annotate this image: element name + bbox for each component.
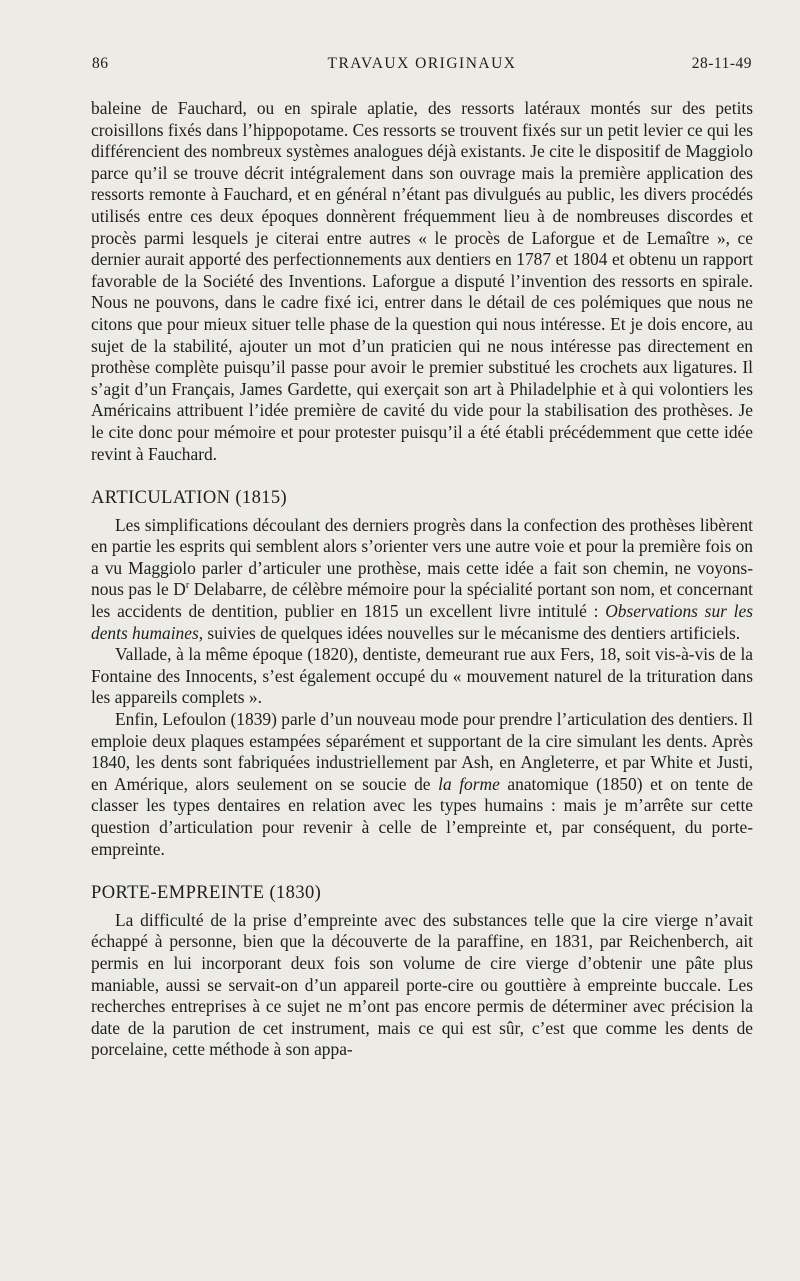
issue-date: 28-11-49: [691, 55, 752, 72]
page-number: 86: [92, 55, 109, 72]
paragraph-articulation-2: Vallade, à la même époque (1820), dentiste, demeurant rue aux Fers, 18, soit vis-à-vis de la Fontaine des Innocents, s’est également occupé du « mouvement naturel de la trituration dans les appareils complets ».: [91, 644, 753, 708]
article-body: [91, 98, 753, 1061]
paragraph-continued: baleine de Fauchard, ou en spirale aplatie, des ressorts latéraux montés sur des petits croisillons fixés dans l’hippopotame. Ces ressorts se trouvent fixés sur un petit levier ce qui les différencient des nombreux systèmes analogues déjà existants. Je cite le dispositif de Maggiolo parce qu’il se trouve décrit intégralement dans son ouvrage mais la première application des ressorts remonte à Fauchard, et en général n’étant pas divulgués au public, les divers procédés utilisés entre ces deux époques donnèrent fréquemment lieu à de nombreuses discordes et procès parmi lesquels je citerai entre autres « le procès de Laforgue et de Lemaître », ce dernier aurait apporté des perfectionnements aux dentiers en 1787 et 1804 et obtenu un rapport favorable de la Société des Inventions. Laforgue a disputé l’invention des ressorts en spirale. Nous ne pouvons, dans le cadre fixé ici, entrer dans le détail de ces polémiques que nous ne citons que pour mieux situer telle phase de la question qui nous intéresse. Et je dois encore, au sujet de la stabilité, ajouter un mot d’un praticien qui ne nous intéresse pas directement en prothèse complète puisqu’il passe pour avoir le premier substitué les crochets aux ligatures. Il s’agit d’un Français, James Gardette, qui exerçait son art à Philadelphie et à qui volontiers les Américains attribuent l’idée première de cavité du vide pour la stabilisation des prothèses. Je le cite donc pour mémoire et pour protester puisqu’il a été établi précédemment que cette idée revint à Fauchard.: [91, 98, 753, 464]
section-heading-porte-empreinte: PORTE-EMPREINTE (1830): [91, 883, 322, 904]
paragraph-articulation-1: Les simplifications découlant des derniers progrès dans la confection des prothèses libèrent en partie les esprits qui semblent alors s’orienter vers une autre voie et pour la première fois on a vu Maggiolo parler d’articuler une prothèse, mais cette idée a fait son chemin, ne voyons-nous pas le $D^r$ Delabarre, de célèbre mémoire pour la spécialité portant son nom, et concernant les accidents de dentition, publier en 1815 un excellent livre intitulé : Observations sur les dents humaines, suivies de quelques idées nouvelles sur le mécanisme des dentiers artificiels.: [91, 514, 753, 643]
running-header: [92, 55, 752, 77]
section-heading-articulation: ARTICULATION (1815): [91, 488, 288, 509]
running-title: TRAVAUX ORIGINAUX: [327, 55, 517, 72]
paragraph-articulation-3: Enfin, Lefoulon (1839) parle d’un nouveau mode pour prendre l’articulation des dentiers. Il emploie deux plaques estampées séparément et supportant de la cire simulant les dents. Après 1840, les dents sont fabriquées industriellement par Ash, en Angleterre, et par White et Justi, en Amérique, alors seulement on se soucie de la forme anatomique (1850) et on tente de classer les types dentaires en relation avec les types humains : mais je m’arrête sur cette question d’articulation pour revenir à celle de l’empreinte et, par conséquent, du porte-empreinte.: [91, 709, 754, 859]
paragraph-porte-empreinte-1: La difficulté de la prise d’empreinte avec des substances telle que la cire vierge n’avait échappé à personne, bien que la découverte de la paraffine, en 1831, par Reichenberch, ait permis en lui incorporant deux fois son volume de cire vierge d’obtenir une pâte plus maniable, aussi se servait-on d’un appareil porte-cire ou gouttière à empreinte buccale. Les recherches entreprises à ce sujet ne m’ont pas encore permis de déterminer avec précision la date de la parution de cet instrument, mais ce qui est sûr, c’est que comme les dents de porcelaine, cette méthode à son appa-: [91, 909, 753, 1060]
emphasis-la-forme: la forme: [438, 773, 500, 794]
book-title: Observations sur les dents humaines,: [91, 601, 753, 643]
